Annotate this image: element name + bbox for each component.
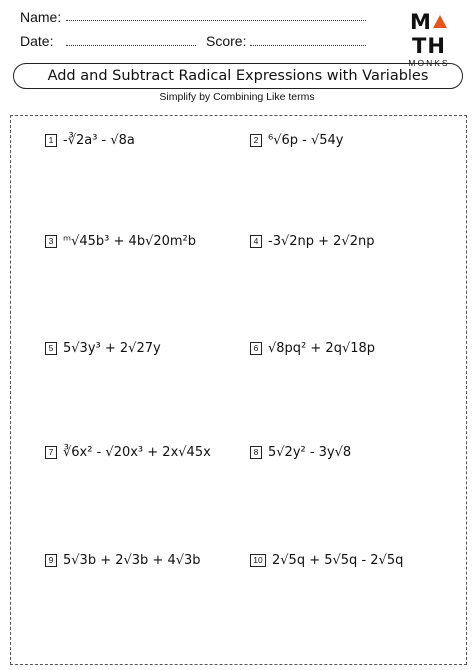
- math-monks-logo: [397, 10, 461, 68]
- score-label: Score:: [206, 33, 247, 49]
- problem-expression: √8pq² + 2q√18p: [268, 341, 376, 356]
- problems-frame: [10, 115, 467, 665]
- problem-expression: ⁶√6p - √54y: [268, 133, 344, 148]
- problem-number: 1: [45, 134, 57, 147]
- worksheet-title: Add and Subtract Radical Expressions with Variables: [13, 63, 463, 89]
- problem-expression: -3√2np + 2√2np: [268, 234, 375, 249]
- problem-2: [250, 133, 344, 148]
- logo-subtext: MONKS: [408, 58, 450, 68]
- problem-expression: 5√3y³ + 2√27y: [63, 341, 161, 356]
- problem-number: 7: [45, 446, 57, 459]
- problem-number: 9: [45, 554, 57, 567]
- problem-number: 8: [250, 446, 262, 459]
- logo-wordmark: MTH: [410, 10, 446, 58]
- problem-expression: 2√5q + 5√5q - 2√5q: [272, 553, 404, 568]
- problem-expression: 5√3b + 2√3b + 4√3b: [63, 553, 201, 568]
- problem-9: [45, 553, 201, 568]
- date-line[interactable]: [66, 45, 196, 46]
- problem-6: [250, 341, 375, 356]
- problem-number: 5: [45, 342, 57, 355]
- problem-number: 6: [250, 342, 262, 355]
- problem-4: [250, 234, 374, 249]
- score-line[interactable]: [250, 45, 366, 46]
- problem-number: 10: [250, 554, 266, 567]
- name-label: Name:: [20, 9, 62, 25]
- problem-10: [250, 553, 403, 568]
- problem-expression: 5√2y² - 3y√8: [268, 445, 352, 460]
- problem-expression: ᵐ√45b³ + 4b√20m²b: [63, 234, 197, 249]
- problem-number: 4: [250, 235, 262, 248]
- logo-triangle-icon: [433, 15, 447, 28]
- problem-1: [45, 133, 135, 148]
- problem-3: [45, 234, 196, 249]
- worksheet-subtitle: Simplify by Combining Like terms: [159, 91, 315, 103]
- problem-number: 3: [45, 235, 57, 248]
- problem-expression: ∛6x² - √20x³ + 2x√45x: [63, 445, 211, 460]
- problem-5: [45, 341, 161, 356]
- problem-7: [45, 445, 211, 460]
- problem-expression: -∛2a³ - √8a: [63, 133, 135, 148]
- date-label: Date:: [20, 33, 54, 49]
- problem-number: 2: [250, 134, 262, 147]
- name-line[interactable]: [66, 20, 366, 21]
- problem-8: [250, 445, 351, 460]
